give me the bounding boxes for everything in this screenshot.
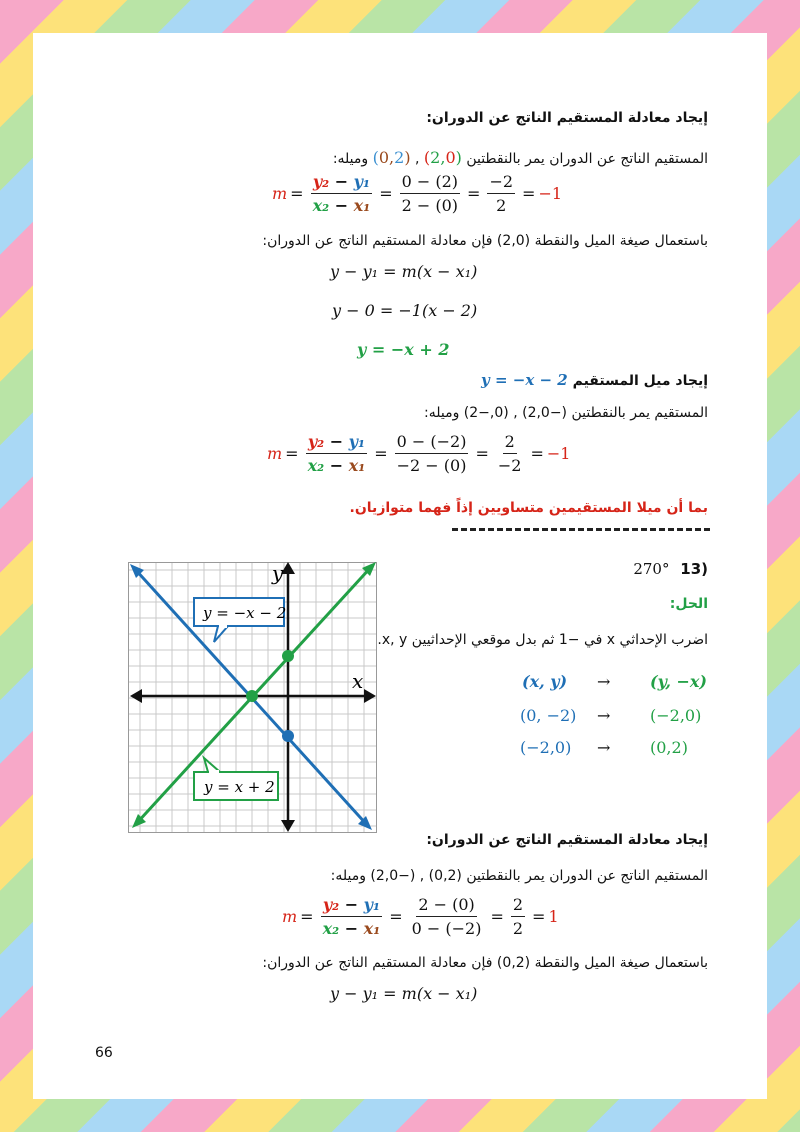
parallel-conclusion: بما أن ميلا المستقيمين متساويين إذاً فهما متوازيان.	[349, 500, 708, 516]
mapping-arrow-3: →	[597, 738, 611, 757]
slope-equation-1: m = $\frac{\text{y₂ − y₁}}{\text{x₂ − x₁}}$ = $\frac{0 - (2)}{2 - (0)}$ = $\frac{-2}{2}$ = −1	[272, 172, 563, 215]
slope-equation-2: m = $\frac{\text{y₂ − y₁}}{\text{x₂ − x₁}}$ = $\frac{0 - (-2)}{-2 - (0)}$ = $\frac{2}{-2}$ = −1	[267, 432, 571, 475]
substituted-equation: y − 0 = −1(x − 2)	[332, 301, 478, 320]
page-number: 66	[95, 1045, 113, 1061]
mapping-from-1: (x, y)	[522, 672, 568, 691]
point-slope-formula-3: y − y₁ = m(x − x₁)	[330, 984, 478, 1003]
label-blue-box	[194, 598, 286, 642]
section3-line1: المستقيم الناتج عن الدوران يمر بالنقطتين (0,2) , (−2,0) وميله:	[330, 868, 708, 884]
section3-title: إيجاد معادلة المستقيم الناتج عن الدوران:	[426, 832, 708, 848]
mapping-from-2: (0, −2)	[520, 706, 577, 725]
problem-13-instruction: اضرب الإحداثي x في −1 ثم بدل موقعي الإحداثيين x, y.	[377, 632, 708, 648]
section1-title: إيجاد معادلة المستقيم الناتج عن الدوران:	[426, 110, 708, 126]
axis-x-label: x	[352, 669, 364, 693]
solution-label: الحل:	[669, 596, 708, 612]
section2-line1: المستقيم يمر بالنقطتين (−2,0) , (0,−2) وميله:	[423, 405, 708, 421]
section3-line2: باستعمال صيغة الميل والنقطة (0,2) فإن معادلة المستقيم الناتج عن الدوران:	[262, 955, 708, 971]
section1-line1: المستقيم الناتج عن الدوران يمر بالنقطتين (2,0) , (0,2) وميله:	[332, 148, 708, 167]
point-green-top	[282, 650, 294, 662]
mapping-to-2: (−2,0)	[650, 706, 702, 725]
mapping-to-3: (0,2)	[650, 738, 688, 757]
section2-title: إيجاد ميل المستقيم y = −x − 2	[481, 371, 708, 389]
point-slope-formula-1: y − y₁ = m(x − x₁)	[330, 262, 478, 281]
point-intersection	[246, 690, 258, 702]
mapping-from-3: (−2,0)	[520, 738, 572, 757]
problem-13-header: (13 270°	[633, 560, 708, 578]
mapping-arrow-2: →	[597, 706, 611, 725]
slope-equation-3: m = $\frac{\text{y₂ − y₁}}{\text{x₂ − x₁}}$ = $\frac{2 - (0)}{0 - (-2)}$ = $\frac{2}{2}$ = 1	[282, 895, 559, 938]
mapping-arrow-1: →	[597, 672, 611, 691]
svg-text:y = x + 2: y = x + 2	[204, 778, 275, 796]
axis-y-label: y	[272, 562, 284, 585]
point-blue-bottom	[282, 730, 294, 742]
coordinate-graph	[128, 562, 378, 834]
svg-text:y = −x − 2: y = −x − 2	[203, 604, 287, 622]
mapping-to-1: (y, −x)	[650, 672, 707, 691]
result-equation-green: y = −x + 2	[357, 340, 450, 359]
section1-line2: باستعمال صيغة الميل والنقطة (2,0) فإن معادلة المستقيم الناتج عن الدوران:	[262, 233, 708, 249]
divider	[452, 528, 710, 531]
